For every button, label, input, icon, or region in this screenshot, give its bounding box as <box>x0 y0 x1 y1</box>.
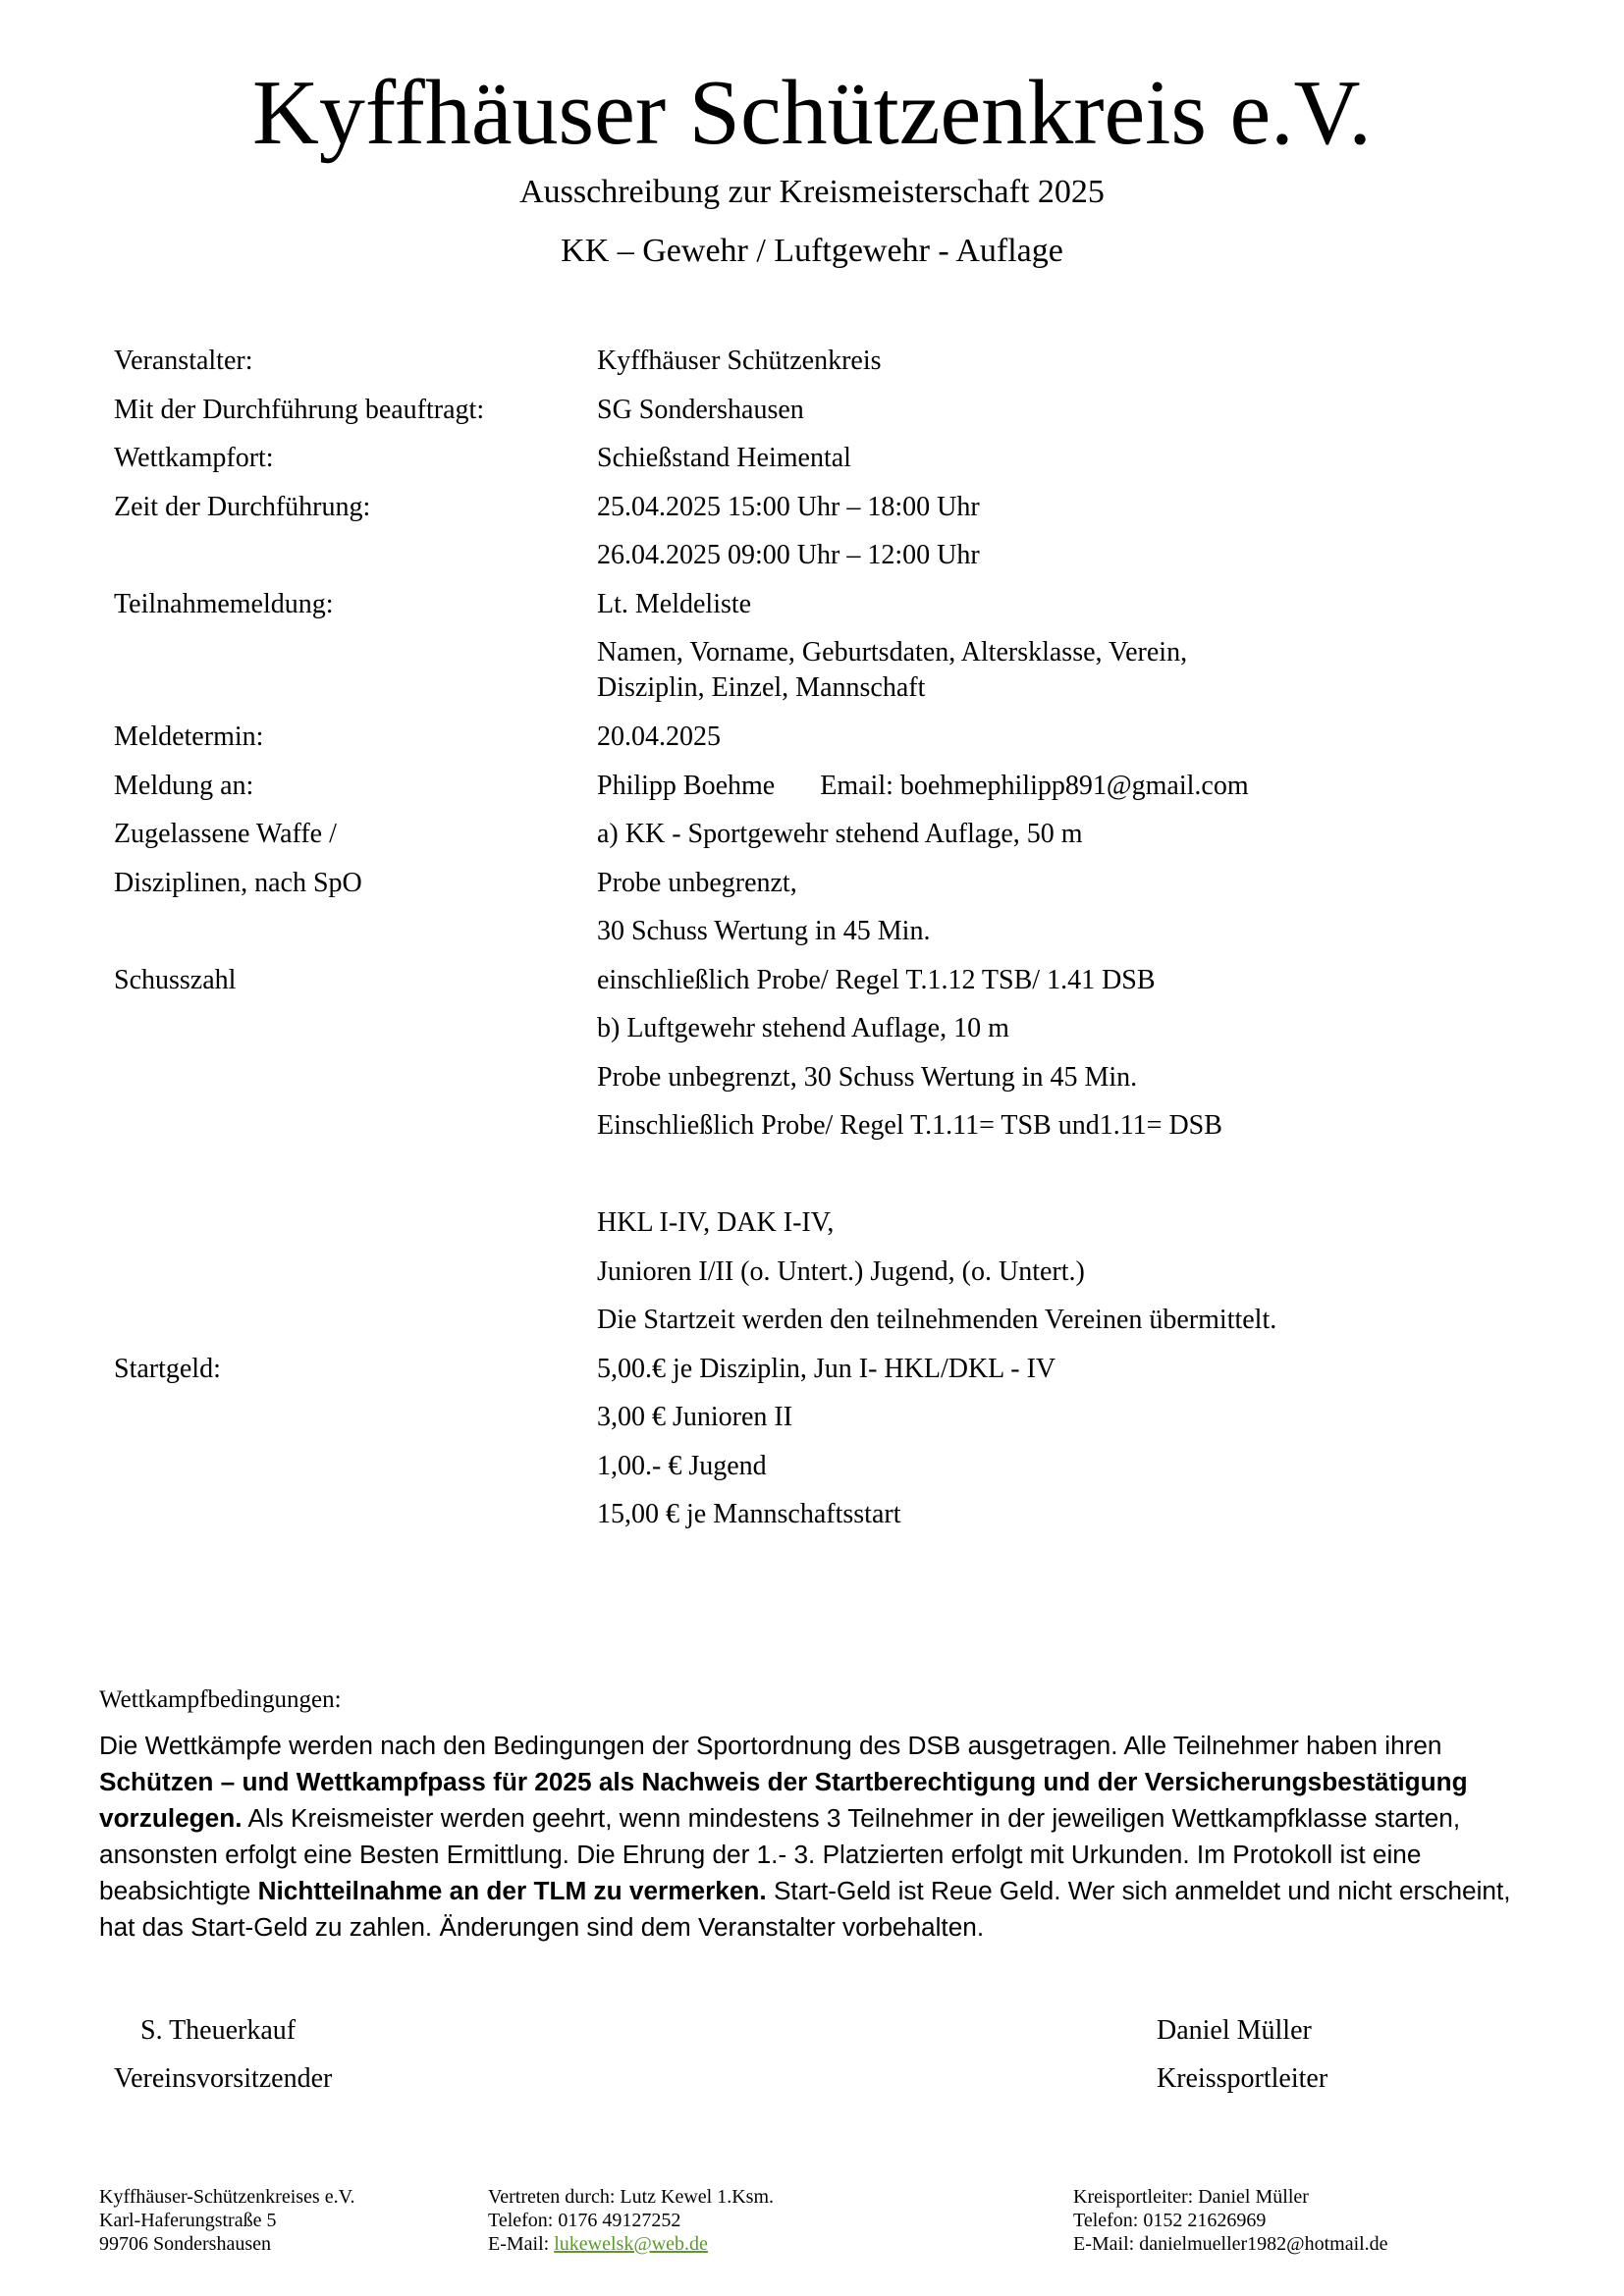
label: Mit der Durchführung beauftragt: <box>114 394 485 425</box>
row-klassen-1 <box>114 1205 1489 1255</box>
row-veranstalter <box>114 344 1489 393</box>
value: Probe unbegrenzt, <box>597 867 797 898</box>
signature-right-name: Daniel Müller <box>1157 2015 1312 2046</box>
footer-line: Vertreten durch: Lutz Kewel 1.Ksm. <box>488 2186 775 2208</box>
row-waffe-7 <box>114 1108 1489 1157</box>
footer-representative <box>488 2185 774 2256</box>
row-durchfuehrung <box>114 393 1489 442</box>
row-teilnahme <box>114 587 1489 636</box>
footer-line: Kyffhäuser-Schützenkreises e.V. <box>99 2186 355 2208</box>
discipline-subtitle: KK – Gewehr / Luftgewehr - Auflage <box>561 233 1063 269</box>
conditions-part: Start-Geld ist Reue Geld. Wer sich anmeldet und nicht erscheint, hat das Start-Geld zu zahlen. Änderungen sind dem Veranstalter vorbehalten. <box>99 1876 1511 1942</box>
label: Disziplinen, nach SpO <box>114 867 362 898</box>
footer-line: Kreisportleiter: Daniel Müller <box>1073 2186 1309 2208</box>
conditions-bold: Nichtteilnahme an der TLM zu vermerken. <box>257 1876 767 1905</box>
row-klassen-3 <box>114 1303 1489 1352</box>
value: 25.04.2025 15:00 Uhr – 18:00 Uhr <box>597 491 980 522</box>
row-waffe-6 <box>114 1060 1489 1109</box>
signature-left-role: Vereinsvorsitzender <box>114 2063 333 2094</box>
value: Kyffhäuser Schützenkreis <box>597 346 882 376</box>
value: Junioren I/II (o. Untert.) Jugend, (o. Untert.) <box>597 1255 1085 1287</box>
value: Lt. Meldeliste <box>597 588 752 619</box>
row-startgeld <box>114 1352 1489 1401</box>
row-schusszahl <box>114 963 1489 1012</box>
footer-sportleiter <box>1073 2185 1388 2256</box>
row-waffe-5 <box>114 1011 1489 1060</box>
label: Meldetermin: <box>114 721 264 752</box>
label: Meldung an: <box>114 770 254 801</box>
value: Disziplin, Einzel, Mannschaft <box>597 672 926 703</box>
row-meldetermin <box>114 720 1489 769</box>
signature-left-name: S. Theuerkauf <box>140 2015 297 2046</box>
footer-email-link[interactable]: lukewelsk@web.de <box>554 2233 708 2255</box>
footer-email-label: E-Mail: <box>488 2233 555 2255</box>
contact-email: Email: boehmephilipp891@gmail.com <box>820 770 1249 801</box>
value: Die Startzeit werden den teilnehmenden Vereinen übermittelt. <box>597 1305 1277 1335</box>
conditions-heading: Wettkampfbedingungen: <box>99 1686 342 1713</box>
footer-line: Karl-Haferungstraße 5 <box>99 2210 277 2231</box>
row-meldung <box>114 769 1489 818</box>
label: Zeit der Durchführung: <box>114 491 371 522</box>
value: 15,00 € je Mannschaftsstart <box>597 1499 901 1529</box>
footer-line: 99706 Sondershausen <box>99 2233 271 2255</box>
info-table <box>114 344 1489 1546</box>
conditions-bold: Schützen – und Wettkampfpass für 2025 als Nachweis der Startberechtigung und der Versicherungsbestätigung vorzulegen. <box>99 1767 1468 1833</box>
row-waffe-3 <box>114 914 1489 963</box>
signature-right-role: Kreissportleiter <box>1157 2063 1328 2094</box>
row-zeit-2 <box>114 538 1489 587</box>
row-zeit <box>114 490 1489 539</box>
row-wettkampfort <box>114 441 1489 490</box>
conditions-part: Als Kreismeister werden geehrt, wenn mindestens 3 Teilnehmer in der jeweiligen Wettkampfklasse starten, ansonsten erfolgt eine Besten Ermittlung. Die Ehrung der 1.- 3. Platzierten erfolgt mit Urkunden. Im Protokoll ist eine beabsichtigte <box>99 1803 1461 1905</box>
value: Schießstand Heimental <box>597 443 851 473</box>
row-klassen-2 <box>114 1255 1489 1304</box>
row-disziplinen <box>114 866 1489 915</box>
value: einschließlich Probe/ Regel T.1.12 TSB/ 1.41 DSB <box>597 964 1156 995</box>
value: 3,00 € Junioren II <box>597 1402 793 1432</box>
row-teilnahme-details <box>114 635 1489 720</box>
footer-line: E-Mail: danielmueller1982@hotmail.de <box>1073 2233 1388 2255</box>
page-title: Kyffhäuser Schützenkreis e.V. <box>252 62 1372 164</box>
value: 30 Schuss Wertung in 45 Min. <box>597 916 931 946</box>
row-startgeld-4 <box>114 1497 1489 1546</box>
value: b) Luftgewehr stehend Auflage, 10 m <box>597 1013 1009 1043</box>
value: Einschließlich Probe/ Regel T.1.11= TSB und1.11= DSB <box>597 1110 1222 1141</box>
label: Schusszahl <box>114 964 237 995</box>
value: 26.04.2025 09:00 Uhr – 12:00 Uhr <box>597 540 980 570</box>
row-waffe <box>114 817 1489 866</box>
label: Startgeld: <box>114 1353 221 1384</box>
value: HKL I-IV, DAK I-IV, <box>597 1207 835 1238</box>
footer-address <box>99 2185 354 2256</box>
conditions-part: Die Wettkämpfe werden nach den Bedingungen der Sportordnung des DSB ausgetragen. Alle Teilnehmer haben ihren <box>99 1731 1442 1760</box>
row-startgeld-3 <box>114 1449 1489 1498</box>
page-subtitle: Ausschreibung zur Kreismeisterschaft 2025 <box>519 174 1105 210</box>
footer-line: Telefon: 0176 49127252 <box>488 2210 681 2231</box>
label: Zugelassene Waffe / <box>114 819 337 849</box>
value: Namen, Vorname, Geburtsdaten, Altersklasse, Verein, <box>597 637 1188 667</box>
label: Wettkampfort: <box>114 443 274 473</box>
value: 5,00.€ je Disziplin, Jun I- HKL/DKL - IV <box>597 1353 1056 1384</box>
row-startgeld-2 <box>114 1400 1489 1449</box>
value: 20.04.2025 <box>597 721 721 752</box>
value: Probe unbegrenzt, 30 Schuss Wertung in 45 Min. <box>597 1061 1138 1093</box>
label: Teilnahmemeldung: <box>114 588 334 619</box>
label: Veranstalter: <box>114 346 253 376</box>
contact-name: Philipp Boehme <box>597 770 776 801</box>
value: a) KK - Sportgewehr stehend Auflage, 50 m <box>597 819 1083 849</box>
value: SG Sondershausen <box>597 394 804 425</box>
conditions-text <box>99 1728 1552 1946</box>
footer-line: Telefon: 0152 21626969 <box>1073 2210 1267 2231</box>
value: 1,00.- € Jugend <box>597 1450 767 1481</box>
